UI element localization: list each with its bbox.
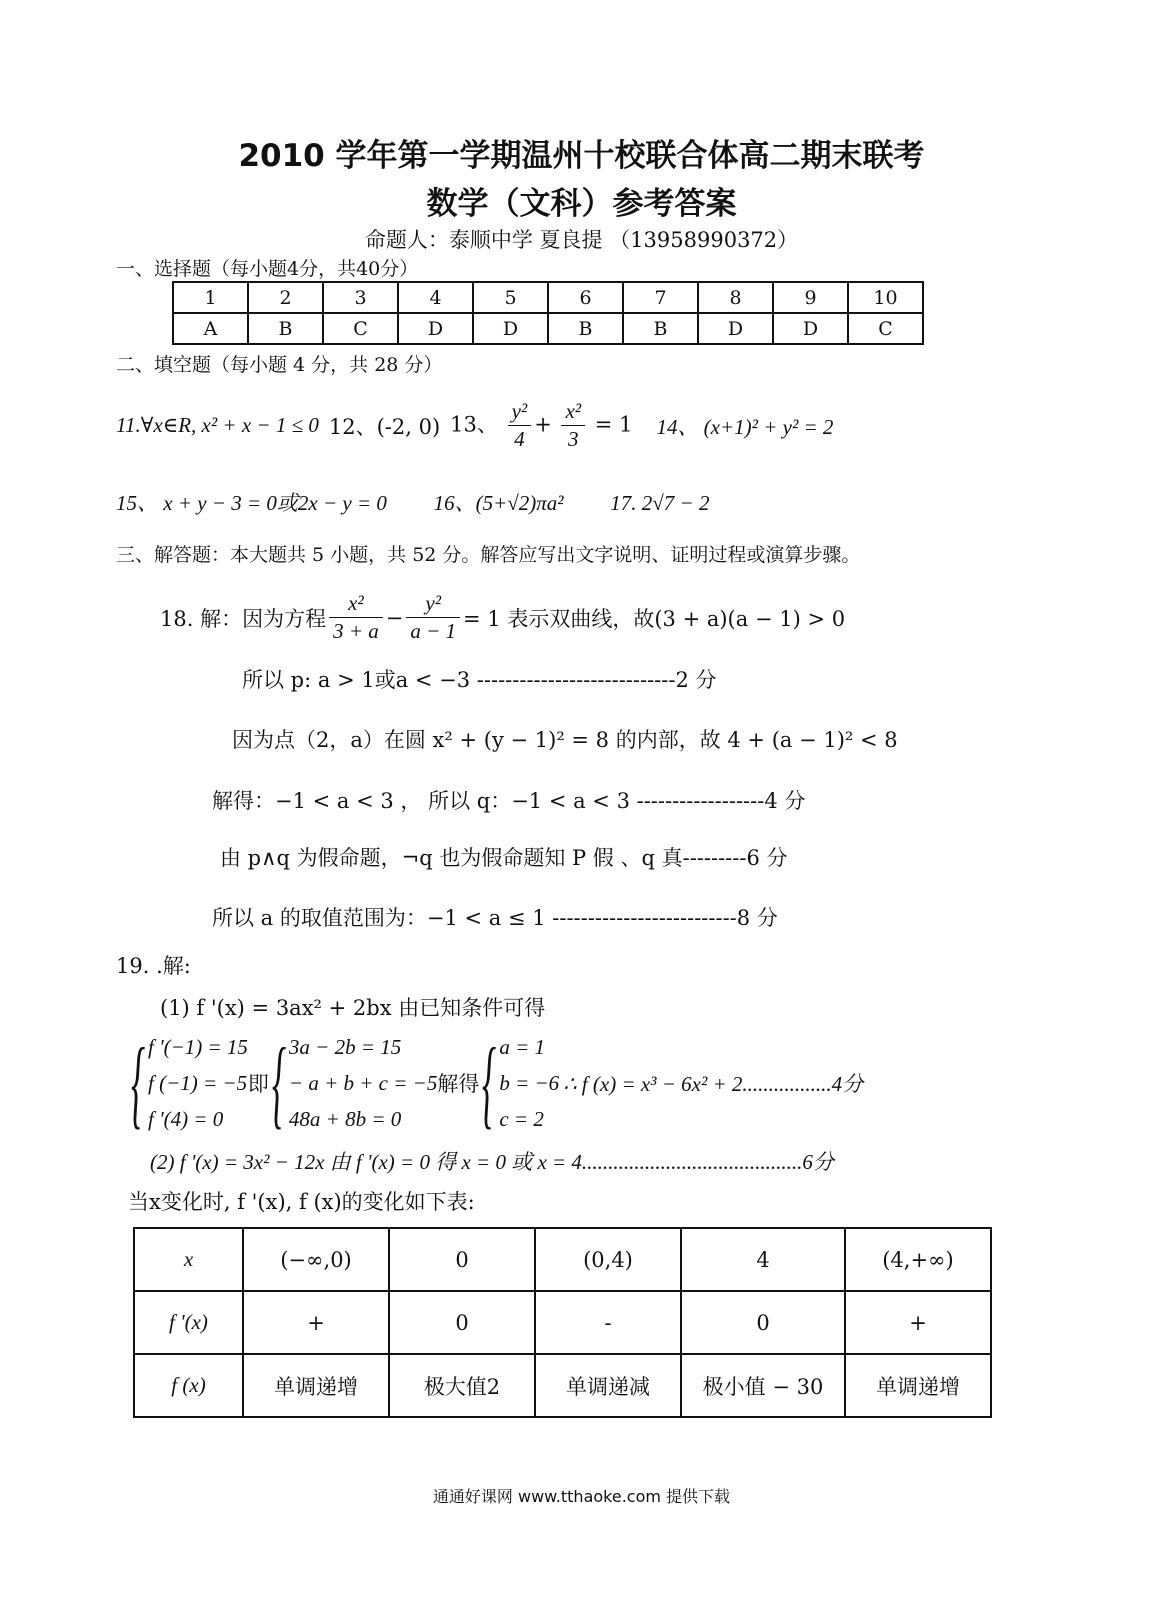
q19-line3: 当x变化时, f '(x), f (x)的变化如下表: (128, 1190, 475, 1214)
numerator: x² (329, 590, 383, 618)
answer-number: 5 (473, 282, 548, 313)
fraction (406, 590, 460, 646)
table-cell: 0 (389, 1228, 535, 1291)
fill-answers-row2 (116, 487, 709, 517)
answer-number: 2 (248, 282, 323, 313)
answer-15: 15、 x + y − 3 = 0或2x − y = 0 (116, 491, 387, 515)
q18-condition: = 1 表示双曲线，故(3 + a)(a − 1) > 0 (463, 606, 846, 631)
page-subtitle: 数学（文科）参考答案 (426, 186, 737, 222)
equation: b = −6 (499, 1071, 560, 1095)
table-cell: 单调递减 (535, 1354, 681, 1417)
table-cell: + (243, 1291, 389, 1354)
answer-number: 6 (548, 282, 623, 313)
fill-answers-row1 (116, 398, 833, 454)
answer-letter-row (173, 313, 923, 344)
answer-letter: D (698, 313, 773, 344)
left-brace-icon: { (271, 1027, 286, 1138)
numerator: x² (561, 398, 585, 426)
section1-heading: 一、选择题（每小题4分，共40分） (116, 258, 419, 280)
q18-line1: 18. 解：因为方程 $\frac{\text{x²}}{3 + a}$ − $\frac{\text{y²}}{a - 1}$ = 1 表示双曲线，故(3 + a)(a − 1) > 0 (160, 590, 845, 646)
equation: f '(−1) = 15 (148, 1035, 248, 1059)
q18-line2: 所以 p: a > 1或a < −3 ----------------------------2 分 (242, 668, 717, 692)
answer-number: 1 (173, 282, 248, 313)
variation-row-fprime (134, 1291, 991, 1354)
answer-letter: D (773, 313, 848, 344)
answer-table (172, 281, 924, 345)
page-title: 2010 学年第一学期温州十校联合体高二期末联考 (238, 138, 925, 174)
q19-line1: (1) f '(x) = 3ax² + 2bx 由已知条件可得 (160, 996, 546, 1020)
q18-line3: 因为点（2，a）在圆 x² + (y − 1)² = 8 的内部，故 4 + (a − 1)² < 8 (232, 728, 898, 752)
left-brace-icon: { (131, 1027, 145, 1138)
answer-14: 14、 (x+1)² + y² = 2 (656, 414, 834, 439)
answer-16: 16、(5+√2)πa² (433, 491, 564, 515)
answer-number: 3 (323, 282, 398, 313)
system-b (289, 1029, 437, 1137)
answer-number: 8 (698, 282, 773, 313)
answer-letter: C (848, 313, 923, 344)
denominator: a − 1 (410, 619, 457, 644)
answer-letter: C (323, 313, 398, 344)
table-cell: 单调递增 (845, 1354, 991, 1417)
answer-letter: B (548, 313, 623, 344)
q18-line4: 解得：−1 < a < 3 ， 所以 q：−1 < a < 3 ------------------4 分 (212, 789, 806, 813)
answer-letter: B (248, 313, 323, 344)
answer-number: 7 (623, 282, 698, 313)
fraction (329, 590, 383, 646)
system-a (148, 1029, 248, 1137)
q19-label: 19. .解: (116, 954, 191, 978)
section3-heading: 三、解答题：本大题共 5 小题，共 52 分。解答应写出文字说明、证明过程或演算步骤。 (116, 544, 861, 566)
answer-number-row (173, 282, 923, 313)
q19-conclusion: ∴ f (x) = x³ − 6x² + 2.................4分 (563, 1072, 864, 1096)
table-cell: 极小值 − 30 (681, 1354, 845, 1417)
numerator: y² (508, 398, 532, 426)
numerator: y² (406, 590, 460, 618)
q18-intro: 18. 解：因为方程 (160, 606, 327, 631)
table-cell: (4,+∞) (845, 1228, 991, 1291)
answer-number: 10 (848, 282, 923, 313)
equation: 3a − 2b = 15 (288, 1035, 402, 1059)
q19-system (128, 1028, 863, 1138)
table-cell: 4 (681, 1228, 845, 1291)
denominator: 4 (514, 427, 525, 452)
left-brace-icon: { (482, 1027, 497, 1138)
table-cell: 0 (681, 1291, 845, 1354)
answer-12: 12、(-2, 0) (328, 414, 441, 439)
table-cell: + (845, 1291, 991, 1354)
denominator: 3 + a (333, 619, 379, 644)
connector-jiede: 解得 (437, 1072, 480, 1096)
answer-number: 4 (398, 282, 473, 313)
connector-ji: 即 (247, 1072, 269, 1096)
equation: a = 1 (499, 1035, 546, 1059)
answer-letter: B (623, 313, 698, 344)
answer-17: 17. 2√7 − 2 (610, 491, 710, 515)
equation: 48a + 8b = 0 (288, 1107, 402, 1131)
variation-row-f (134, 1354, 991, 1417)
table-cell: (0,4) (535, 1228, 681, 1291)
answer-13-label: 13、 (450, 412, 498, 437)
author-line: 命题人：泰顺中学 夏良提 （13958990372） (364, 228, 799, 252)
answer-number: 9 (773, 282, 848, 313)
fraction (561, 398, 585, 454)
denominator: 3 (568, 427, 579, 452)
q19-line2: (2) f '(x) = 3x² − 12x 由 f '(x) = 0 得 x = 0 或 x = 4..........................................6分 (150, 1150, 834, 1174)
table-cell: 极大值2 (389, 1354, 535, 1417)
table-cell: f '(x) (134, 1291, 243, 1354)
answer-13-rest: = 1 (594, 412, 633, 437)
variation-row-x (134, 1228, 991, 1291)
equation: f (−1) = −5 (148, 1071, 248, 1095)
q18-line6: 所以 a 的取值范围为：−1 < a ≤ 1 --------------------------8 分 (212, 906, 778, 930)
answer-11: 11.∀x∈R, x² + x − 1 ≤ 0 (116, 413, 319, 438)
page-footer: 通通好课网 www.tthaoke.com 提供下载 (432, 1487, 731, 1506)
table-cell: (−∞,0) (243, 1228, 389, 1291)
fraction (508, 398, 532, 454)
table-cell: 0 (389, 1291, 535, 1354)
equation: f '(4) = 0 (148, 1107, 224, 1131)
equation: − a + b + c = −5 (288, 1071, 438, 1095)
section2-heading: 二、填空题（每小题 4 分，共 28 分） (116, 354, 443, 376)
table-cell: 单调递增 (243, 1354, 389, 1417)
system-c (499, 1029, 559, 1137)
answer-letter: A (173, 313, 248, 344)
table-cell: x (134, 1228, 243, 1291)
equation: c = 2 (499, 1107, 544, 1131)
answer-letter: D (473, 313, 548, 344)
answer-letter: D (398, 313, 473, 344)
answer-13: 13、 $\frac{\text{y²}}{4}$ + $\frac{\text{x²}}{3}$ = 1 (450, 398, 632, 454)
table-cell: f (x) (134, 1354, 243, 1417)
variation-table (133, 1227, 992, 1418)
table-cell: - (535, 1291, 681, 1354)
q18-line5: 由 p∧q 为假命题，¬q 也为假命题知 P 假 、q 真---------6 分 (220, 846, 788, 870)
